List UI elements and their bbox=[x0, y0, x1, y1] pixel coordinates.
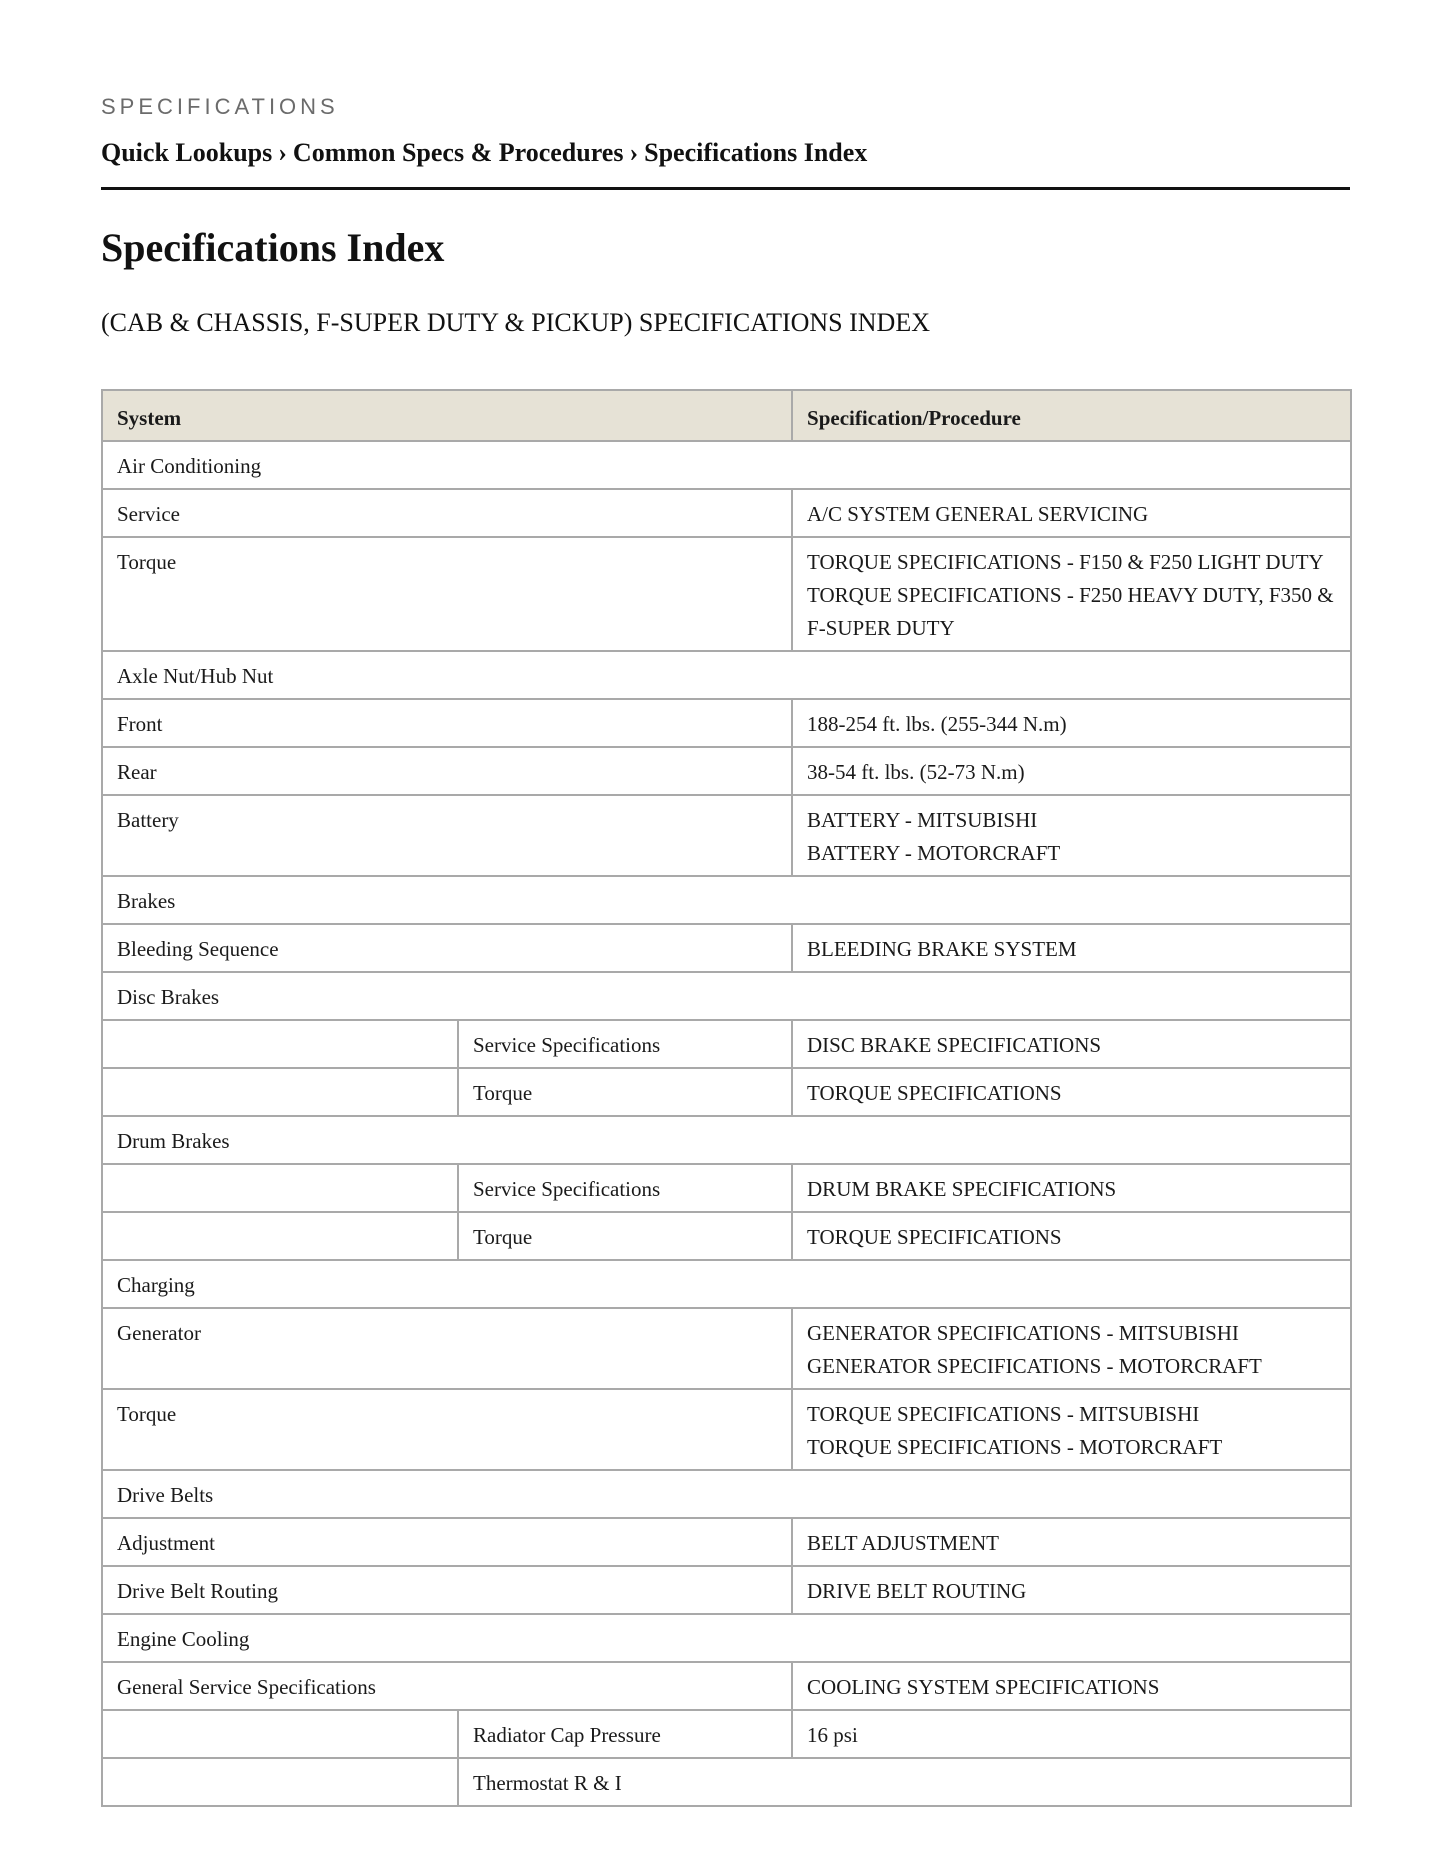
table-row bbox=[102, 1068, 1351, 1116]
system-cell: Generator bbox=[102, 1308, 792, 1389]
page-subtitle: (CAB & CHASSIS, F-SUPER DUTY & PICKUP) SPECIFICATIONS INDEX bbox=[101, 308, 930, 337]
page-title: Specifications Index bbox=[101, 225, 445, 270]
spec-link[interactable]: TORQUE SPECIFICATIONS - F250 HEAVY DUTY, F350 & F-SUPER DUTY bbox=[807, 583, 1334, 640]
system-cell: Torque bbox=[458, 1068, 792, 1116]
group-row bbox=[102, 876, 1351, 924]
column-header-system: System bbox=[102, 390, 792, 441]
system-cell: Battery bbox=[102, 795, 792, 876]
breadcrumb-separator: › bbox=[629, 138, 639, 167]
spec-cell bbox=[792, 1020, 1351, 1068]
spec-cell bbox=[792, 1662, 1351, 1710]
subgroup-row bbox=[102, 972, 1351, 1020]
spec-cell bbox=[792, 1518, 1351, 1566]
group-axle-nut: Axle Nut/Hub Nut bbox=[102, 651, 1351, 699]
spec-cell bbox=[792, 1068, 1351, 1116]
table-row bbox=[102, 1389, 1351, 1470]
spec-cell bbox=[792, 795, 1351, 876]
system-cell: Torque bbox=[458, 1212, 792, 1260]
group-charging: Charging bbox=[102, 1260, 1351, 1308]
spec-value: 188-254 ft. lbs. (255-344 N.m) bbox=[792, 699, 1351, 747]
system-cell: Adjustment bbox=[102, 1518, 792, 1566]
group-row bbox=[102, 441, 1351, 489]
spec-cell bbox=[792, 537, 1351, 651]
system-cell: Torque bbox=[102, 537, 792, 651]
spec-link[interactable]: TORQUE SPECIFICATIONS - F150 & F250 LIGHT DUTY bbox=[807, 550, 1324, 574]
spec-link[interactable]: TORQUE SPECIFICATIONS bbox=[807, 1225, 1062, 1249]
table-row bbox=[102, 699, 1351, 747]
empty-cell bbox=[102, 1020, 458, 1068]
breadcrumb-quick-lookups[interactable]: Quick Lookups bbox=[101, 138, 273, 167]
system-cell: Rear bbox=[102, 747, 792, 795]
spec-cell bbox=[792, 1164, 1351, 1212]
spec-cell bbox=[792, 489, 1351, 537]
group-row bbox=[102, 1470, 1351, 1518]
spec-link[interactable]: TORQUE SPECIFICATIONS - MOTORCRAFT bbox=[807, 1435, 1223, 1459]
subgroup-disc-brakes: Disc Brakes bbox=[102, 972, 1351, 1020]
spec-link[interactable]: A/C SYSTEM GENERAL SERVICING bbox=[807, 502, 1149, 526]
spec-value: 38-54 ft. lbs. (52-73 N.m) bbox=[792, 747, 1351, 795]
spec-link[interactable]: DISC BRAKE SPECIFICATIONS bbox=[807, 1033, 1102, 1057]
system-cell: Radiator Cap Pressure bbox=[458, 1710, 792, 1758]
group-air-conditioning: Air Conditioning bbox=[102, 441, 1351, 489]
system-cell: Thermostat R & I bbox=[458, 1758, 1351, 1806]
spec-cell bbox=[792, 1308, 1351, 1389]
spec-link[interactable]: DRUM BRAKE SPECIFICATIONS bbox=[807, 1177, 1117, 1201]
empty-cell bbox=[102, 1758, 458, 1806]
spec-cell bbox=[792, 1389, 1351, 1470]
group-drive-belts: Drive Belts bbox=[102, 1470, 1351, 1518]
spec-link[interactable]: DRIVE BELT ROUTING bbox=[807, 1579, 1027, 1603]
section-label: SPECIFICATIONS bbox=[101, 94, 339, 119]
empty-cell bbox=[102, 1710, 458, 1758]
table-row bbox=[102, 1212, 1351, 1260]
specifications-table bbox=[101, 389, 1352, 1807]
spec-cell bbox=[792, 924, 1351, 972]
spec-link[interactable]: GENERATOR SPECIFICATIONS - MOTORCRAFT bbox=[807, 1354, 1262, 1378]
system-cell: Service Specifications bbox=[458, 1164, 792, 1212]
group-engine-cooling: Engine Cooling bbox=[102, 1614, 1351, 1662]
spec-link[interactable]: COOLING SYSTEM SPECIFICATIONS bbox=[807, 1675, 1160, 1699]
subgroup-row bbox=[102, 1116, 1351, 1164]
group-row bbox=[102, 1260, 1351, 1308]
spec-link[interactable]: BATTERY - MOTORCRAFT bbox=[807, 841, 1061, 865]
table-row bbox=[102, 924, 1351, 972]
system-cell: Torque bbox=[102, 1389, 792, 1470]
column-header-specification: Specification/Procedure bbox=[792, 390, 1351, 441]
system-cell: Front bbox=[102, 699, 792, 747]
table-row bbox=[102, 1662, 1351, 1710]
spec-link[interactable]: BLEEDING BRAKE SYSTEM bbox=[807, 937, 1077, 961]
group-row bbox=[102, 651, 1351, 699]
system-cell: Service Specifications bbox=[458, 1020, 792, 1068]
table-row bbox=[102, 1308, 1351, 1389]
spec-link[interactable]: BELT ADJUSTMENT bbox=[807, 1531, 999, 1555]
table-row bbox=[102, 537, 1351, 651]
subgroup-drum-brakes: Drum Brakes bbox=[102, 1116, 1351, 1164]
header-divider bbox=[101, 187, 1350, 190]
table-row bbox=[102, 1710, 1351, 1758]
system-cell: General Service Specifications bbox=[102, 1662, 792, 1710]
spec-link[interactable]: BATTERY - MITSUBISHI bbox=[807, 808, 1038, 832]
table-row bbox=[102, 489, 1351, 537]
group-row bbox=[102, 1614, 1351, 1662]
empty-cell bbox=[102, 1164, 458, 1212]
spec-value: 16 psi bbox=[792, 1710, 1351, 1758]
spec-link[interactable]: TORQUE SPECIFICATIONS - MITSUBISHI bbox=[807, 1402, 1200, 1426]
breadcrumb-separator: › bbox=[278, 138, 287, 167]
table-row bbox=[102, 1164, 1351, 1212]
spec-link[interactable]: TORQUE SPECIFICATIONS bbox=[807, 1081, 1062, 1105]
breadcrumb-current: Specifications Index bbox=[644, 138, 868, 167]
spec-cell bbox=[792, 1212, 1351, 1260]
table-row bbox=[102, 1020, 1351, 1068]
system-cell: Service bbox=[102, 489, 792, 537]
spec-link[interactable]: GENERATOR SPECIFICATIONS - MITSUBISHI bbox=[807, 1321, 1239, 1345]
empty-cell bbox=[102, 1068, 458, 1116]
table-row bbox=[102, 1518, 1351, 1566]
system-cell: Drive Belt Routing bbox=[102, 1566, 792, 1614]
table-row bbox=[102, 1566, 1351, 1614]
breadcrumb bbox=[101, 138, 867, 168]
system-cell: Bleeding Sequence bbox=[102, 924, 792, 972]
breadcrumb-common-specs[interactable]: Common Specs & Procedures bbox=[292, 138, 624, 167]
group-brakes: Brakes bbox=[102, 876, 1351, 924]
table-row bbox=[102, 1758, 1351, 1806]
table-header-row bbox=[102, 390, 1351, 441]
spec-cell bbox=[792, 1566, 1351, 1614]
empty-cell bbox=[102, 1212, 458, 1260]
table-row bbox=[102, 747, 1351, 795]
table-row bbox=[102, 795, 1351, 876]
